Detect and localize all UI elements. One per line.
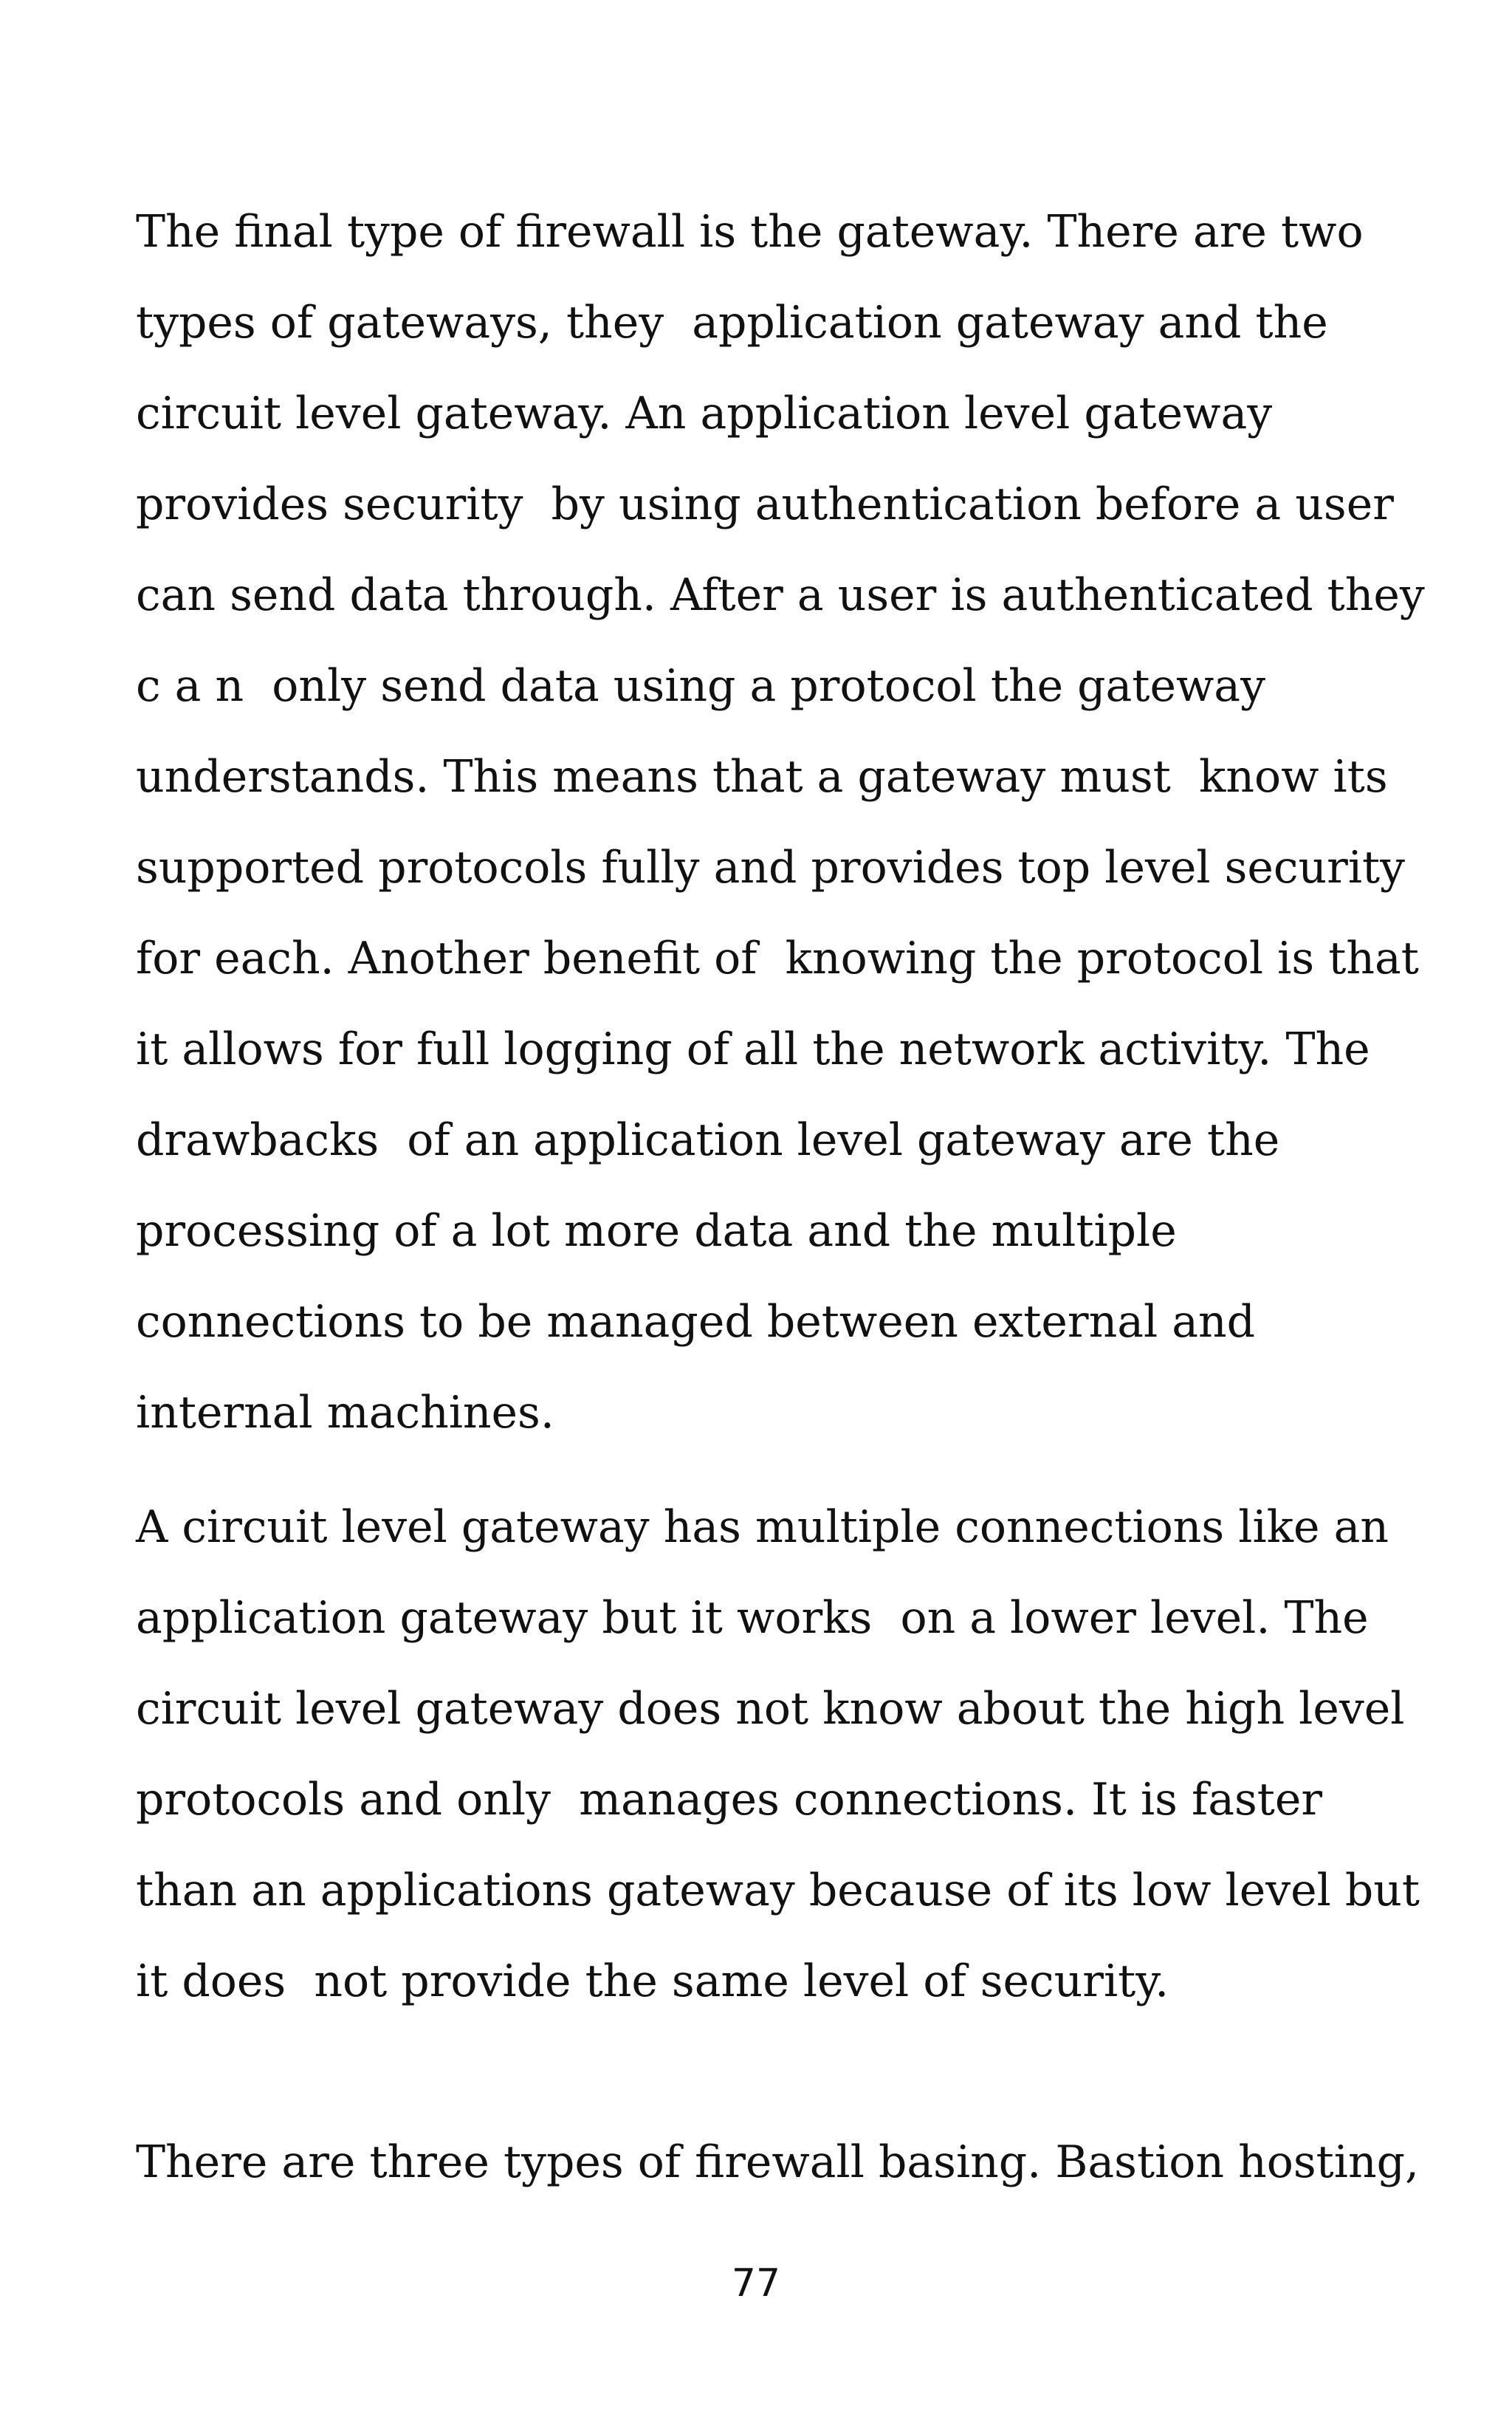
text-line: protocols and only manages connections. It is faster: [136, 1774, 1323, 1826]
text-line: than an applications gateway because of its low level but: [136, 1865, 1420, 1916]
text-line: it allows for full logging of all the network activity. The: [136, 1024, 1370, 1075]
text-line: it does not provide the same level of security.: [136, 1955, 1169, 2007]
text-line: circuit level gateway does not know about the high level: [136, 1683, 1405, 1735]
text-line: supported protocols fully and provides top level security: [136, 842, 1406, 894]
text-line: provides security by using authentication before a user: [136, 479, 1394, 530]
text-line: types of gateways, they application gateway and the: [136, 297, 1328, 349]
text-line: understands. This means that a gateway must know its: [136, 751, 1388, 803]
page-number: 77: [731, 2261, 781, 2306]
text-line: circuit level gateway. An application level gateway: [136, 388, 1273, 439]
paragraph-firewall-basing: [136, 2117, 1420, 2208]
text-line: drawbacks of an application level gateway are the: [136, 1114, 1280, 1166]
text-line: A circuit level gateway has multiple connections like an: [136, 1501, 1389, 1553]
text-line: The final type of firewall is the gateway. There are two: [136, 206, 1364, 258]
text-line: for each. Another benefit of knowing the protocol is that: [136, 933, 1419, 984]
paragraph-gateway-types: [136, 187, 1425, 1458]
text-line: processing of a lot more data and the multiple: [136, 1205, 1177, 1257]
text-line: can send data through. After a user is authenticated they: [136, 569, 1425, 621]
text-line: c a n only send data using a protocol the gateway: [136, 660, 1265, 712]
text-line: internal machines.: [136, 1387, 554, 1439]
paragraph-circuit-gateway: [136, 1482, 1420, 2027]
text-line: connections to be managed between external and: [136, 1296, 1256, 1348]
text-line: There are three types of firewall basing. Bastion hosting,: [136, 2136, 1420, 2188]
text-line: application gateway but it works on a lower level. The: [136, 1592, 1369, 1644]
